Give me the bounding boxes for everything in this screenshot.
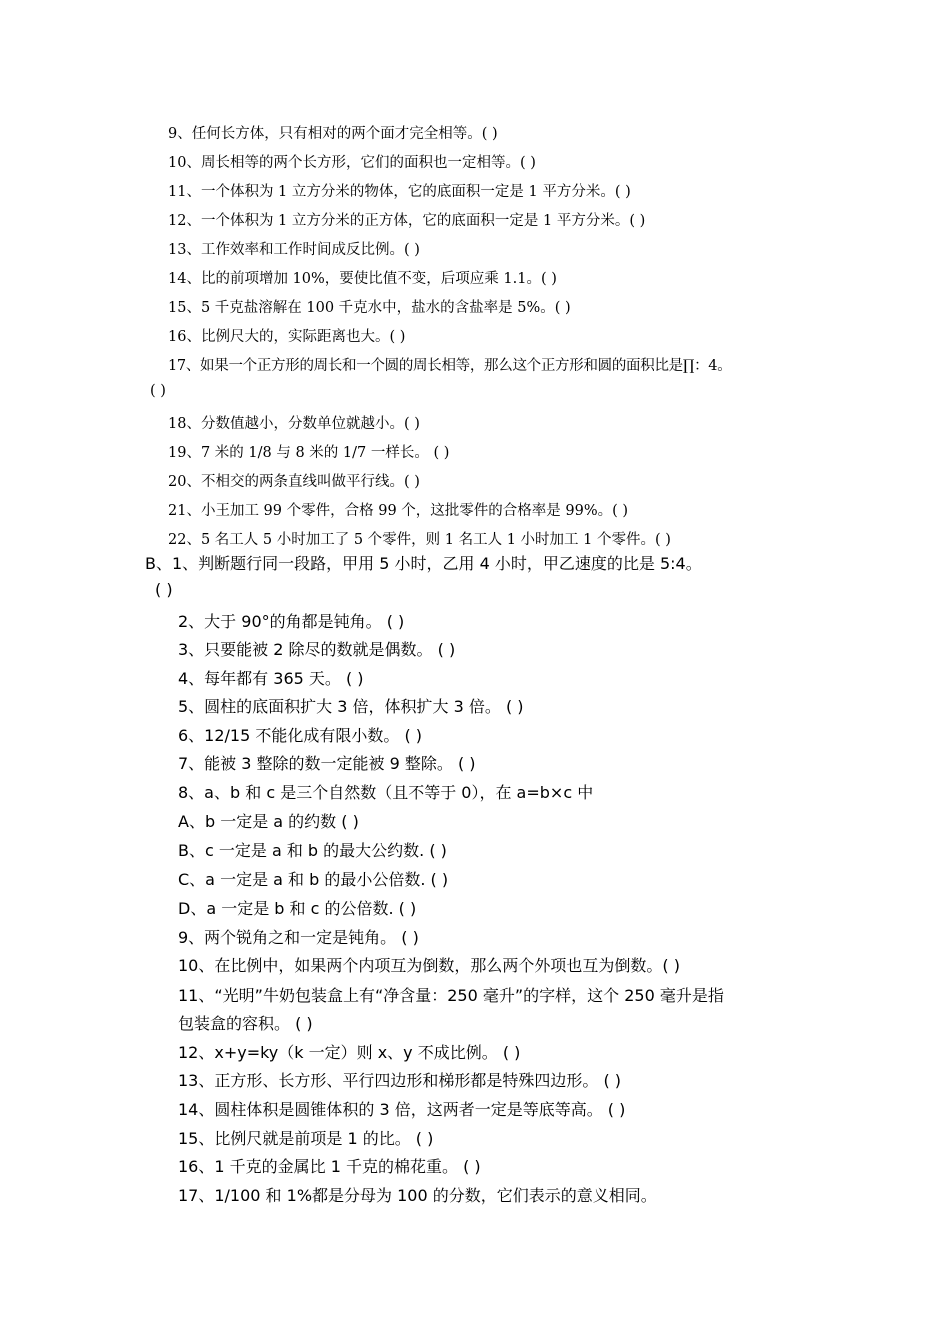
- question-b-2: 2、大于 90°的角都是钝角。 ( ): [178, 612, 405, 631]
- question-a-10: 10、周长相等的两个长方形，它们的面积也一定相等。( ): [168, 155, 536, 171]
- question-b-16: 16、1 千克的金属比 1 千克的棉花重。 ( ): [178, 1157, 481, 1176]
- question-a-18: 18、分数值越小，分数单位就越小。( ): [168, 416, 420, 432]
- question-a-14: 14、比的前项增加 10%，要使比值不变，后项应乘 1.1。( ): [168, 271, 557, 287]
- question-b-3: 3、只要能被 2 除尽的数就是偶数。 ( ): [178, 640, 456, 659]
- question-b-8: 8、a、b 和 c 是三个自然数（且不等于 0），在 a=b×c 中: [178, 783, 594, 802]
- question-a-17-blank: ( ): [150, 383, 166, 399]
- question-b-8-option-d: D、a 一定是 b 和 c 的公倍数. ( ): [178, 899, 417, 918]
- question-a-15: 15、5 千克盐溶解在 100 千克水中，盐水的含盐率是 5%。( ): [168, 300, 571, 316]
- question-b-14: 14、圆柱体积是圆锥体积的 3 倍，这两者一定是等底等高。 ( ): [178, 1100, 626, 1119]
- question-a-9: 9、任何长方体，只有相对的两个面才完全相等。( ): [168, 126, 498, 142]
- question-b-9: 9、两个锐角之和一定是钝角。 ( ): [178, 928, 419, 947]
- question-b-13: 13、正方形、长方形、平行四边形和梯形都是特殊四边形。 ( ): [178, 1071, 622, 1090]
- question-b-7: 7、能被 3 整除的数一定能被 9 整除。 ( ): [178, 754, 476, 773]
- question-b-10: 10、在比例中，如果两个内项互为倒数，那么两个外项也互为倒数。( ): [178, 956, 680, 975]
- question-b-15: 15、比例尺就是前项是 1 的比。 ( ): [178, 1129, 434, 1148]
- question-b-17: 17、1/100 和 1%都是分母为 100 的分数，它们表示的意义相同。: [178, 1186, 657, 1205]
- question-a-17: 17、如果一个正方形的周长和一个圆的周长相等，那么这个正方形和圆的面积比是∏：4。: [168, 358, 732, 374]
- question-b-6: 6、12/15 不能化成有限小数。 ( ): [178, 726, 423, 745]
- question-a-13: 13、工作效率和工作时间成反比例。( ): [168, 242, 420, 258]
- question-b-4: 4、每年都有 365 天。 ( ): [178, 669, 364, 688]
- question-a-16: 16、比例尺大的，实际距离也大。( ): [168, 329, 406, 345]
- question-a-11: 11、一个体积为 1 立方分米的物体，它的底面积一定是 1 平方分米。( ): [168, 184, 631, 200]
- question-b-8-option-b: B、c 一定是 a 和 b 的最大公约数. ( ): [178, 841, 447, 860]
- question-b-8-option-c: C、a 一定是 a 和 b 的最小公倍数. ( ): [178, 870, 449, 889]
- question-a-20: 20、不相交的两条直线叫做平行线。( ): [168, 474, 420, 490]
- question-b-12: 12、x+y=ky（k 一定）则 x、y 不成比例。 ( ): [178, 1043, 521, 1062]
- question-b-11: 11、“光明”牛奶包装盒上有“净含量：250 毫升”的字样，这个 250 毫升是指: [178, 986, 724, 1005]
- question-a-22: 22、5 名工人 5 小时加工了 5 个零件，则 1 名工人 1 小时加工 1 个零件。( ): [168, 532, 671, 548]
- question-a-12: 12、一个体积为 1 立方分米的正方体，它的底面积一定是 1 平方分米。( ): [168, 213, 646, 229]
- question-a-21: 21、小王加工 99 个零件，合格 99 个，这批零件的合格率是 99%。( ): [168, 503, 629, 519]
- question-b-1-blank: ( ): [155, 580, 173, 599]
- question-b-8-option-a: A、b 一定是 a 的约数 ( ): [178, 812, 359, 831]
- question-b-1: B、1、判断题行同一段路，甲用 5 小时，乙用 4 小时，甲乙速度的比是 5:4。: [145, 554, 702, 573]
- question-b-5: 5、圆柱的底面积扩大 3 倍，体积扩大 3 倍。 ( ): [178, 697, 524, 716]
- question-b-11-cont: 包装盒的容积。 ( ): [178, 1014, 313, 1033]
- question-a-19: 19、7 米的 1/8 与 8 米的 1/7 一样长。 ( ): [168, 445, 450, 461]
